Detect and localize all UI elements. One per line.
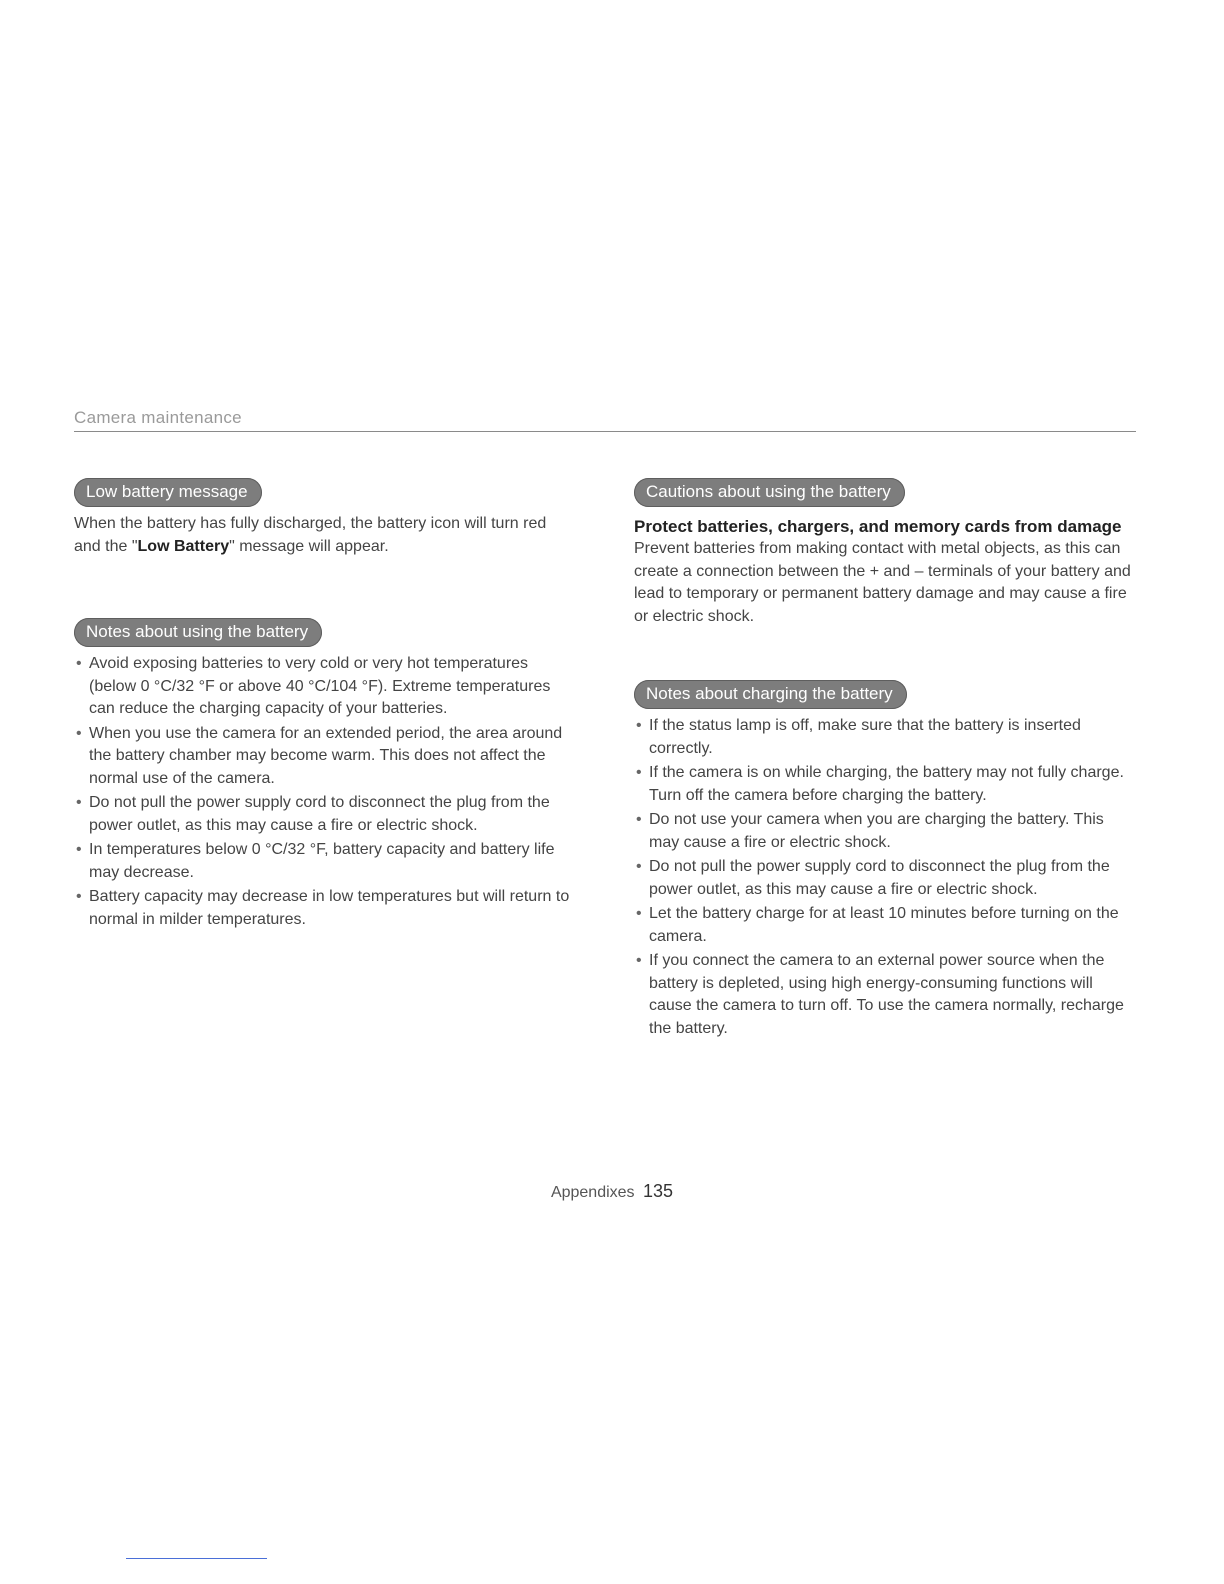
cautions-section [634,478,1134,628]
left-column [74,478,574,969]
list-item: • Let the battery charge for at least 10 minutes before turning on the camera. [634,903,1134,948]
cautions-heading: Cautions about using the battery [634,478,905,507]
page-number: 135 [643,1181,674,1201]
list-item: • When you use the camera for an extended period, the area around the battery chamber may become warm. This does not affect the normal use of the camera. [74,723,574,791]
low-battery-heading: Low battery message [74,478,262,507]
notes-using-heading: Notes about using the battery [74,618,322,647]
right-column [634,478,1134,1078]
low-battery-label: Low Battery [137,537,230,555]
notes-charging-section [634,680,1134,1040]
low-battery-section [74,478,574,558]
page-header [74,408,1136,432]
notes-charging-heading: Notes about charging the battery [634,680,907,709]
notes-using-section [74,618,574,931]
bottom-divider [126,1558,267,1559]
list-item: • In temperatures below 0 °C/32 °F, battery capacity and battery life may decrease. [74,839,574,884]
page-footer [0,1181,1224,1202]
notes-charging-list [634,715,1134,1040]
list-item: • If you connect the camera to an external power source when the battery is depleted, using high energy-consuming functions will cause the camera to turn off. To use the camera normally, recharge the battery. [634,950,1134,1040]
cautions-text: Prevent batteries from making contact with metal objects, as this can create a connection between the + and – terminals of your battery and lead to temporary or permanent battery damage and may cause a fire or electric shock. [634,540,1131,625]
header-title: Camera maintenance [74,408,242,427]
list-item: • Battery capacity may decrease in low temperatures but will return to normal in milder temperatures. [74,886,574,931]
cautions-subheading: Protect batteries, chargers, and memory cards from damage [634,517,1122,536]
list-item: • Do not pull the power supply cord to disconnect the plug from the power outlet, as this may cause a fire or electric shock. [74,792,574,837]
list-item: • Do not pull the power supply cord to disconnect the plug from the power outlet, as this may cause a fire or electric shock. [634,856,1134,901]
notes-using-list [74,653,574,931]
list-item: • Avoid exposing batteries to very cold or very hot temperatures (below 0 °C/32 °F or above 40 °C/104 °F). Extreme temperatures can reduce the charging capacity of your batteries. [74,653,574,721]
low-battery-text: When the battery has fully discharged, the battery icon will turn red and the "Low Battery" message will appear. [74,515,547,555]
list-item: • If the camera is on while charging, the battery may not fully charge. Turn off the camera before charging the battery. [634,762,1134,807]
list-item: • Do not use your camera when you are charging the battery. This may cause a fire or electric shock. [634,809,1134,854]
footer-section: Appendixes [550,1184,635,1201]
list-item: • If the status lamp is off, make sure that the battery is inserted correctly. [634,715,1134,760]
